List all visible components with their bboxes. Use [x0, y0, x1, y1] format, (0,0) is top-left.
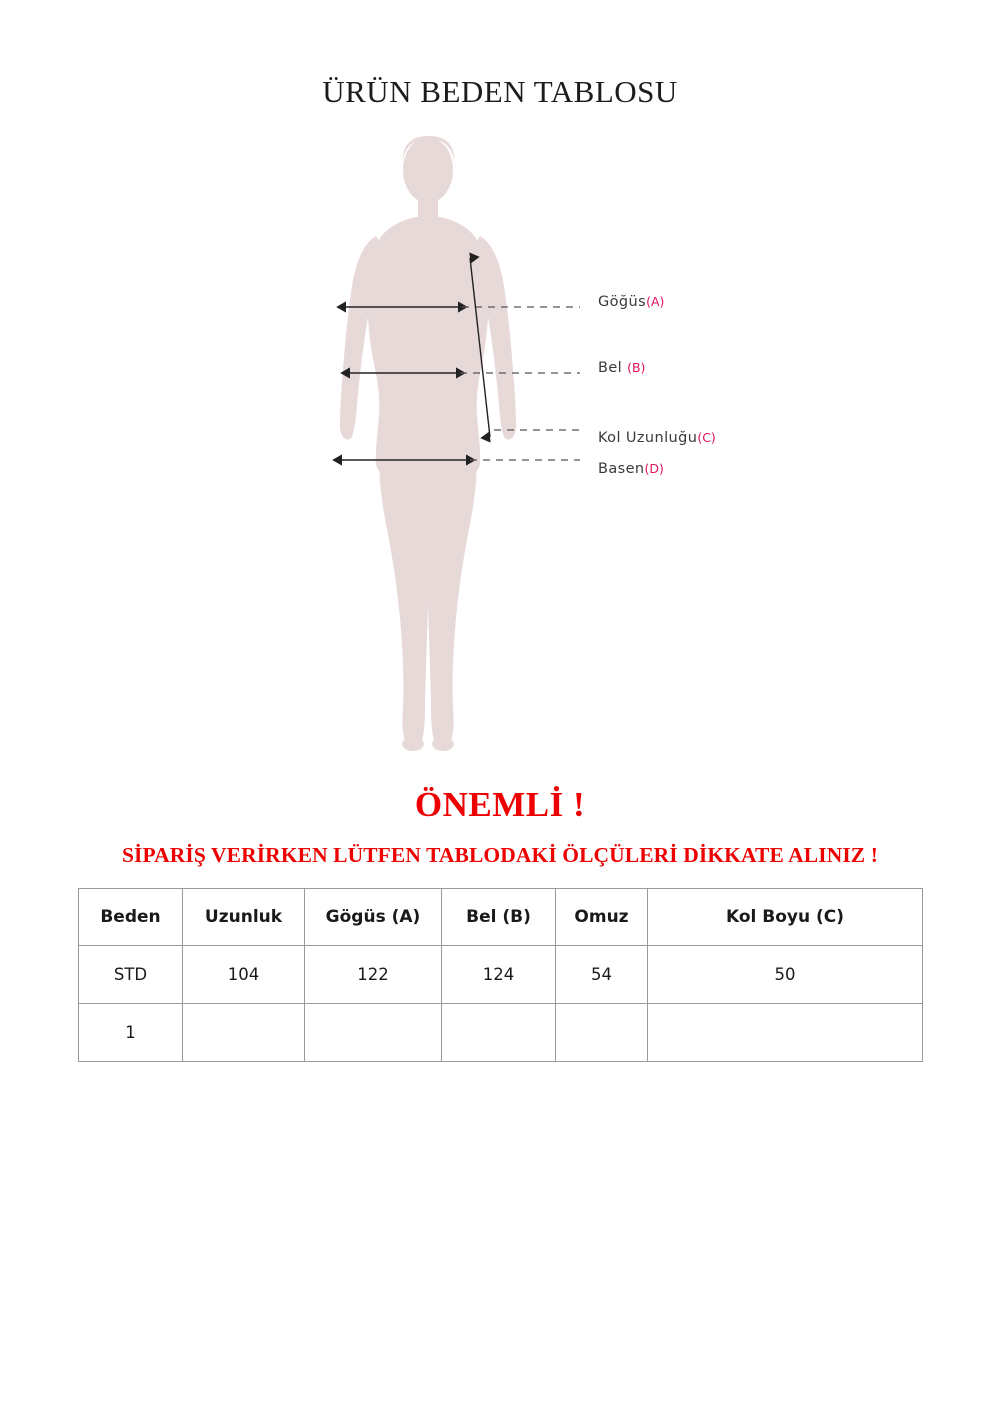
table-cell: 122 — [305, 946, 442, 1004]
table-cell — [442, 1004, 556, 1062]
table-cell: STD — [79, 946, 183, 1004]
table-cell: 1 — [79, 1004, 183, 1062]
table-cell: 104 — [183, 946, 305, 1004]
measure-label-sleeve-text: Kol Uzunluğu — [598, 430, 698, 446]
table-row — [79, 946, 923, 1004]
measure-label-waist — [598, 360, 645, 376]
important-notice-subheading: SİPARİŞ VERİRKEN LÜTFEN TABLODAKİ ÖLÇÜLERİ DİKKATE ALINIZ ! — [122, 843, 878, 867]
page-title: ÜRÜN BEDEN TABLOSU — [322, 74, 678, 109]
measure-label-hip-text: Basen — [598, 461, 645, 477]
measure-label-hip-code: (D) — [644, 461, 664, 476]
measure-label-sleeve-code: (C) — [697, 430, 716, 445]
measure-label-sleeve — [598, 430, 716, 446]
important-notice-heading: ÖNEMLİ ! — [414, 785, 586, 824]
measure-label-waist-code: (B) — [627, 360, 646, 375]
table-header-cell: Kol Boyu (C) — [648, 889, 923, 946]
measure-label-bust — [598, 294, 664, 310]
measure-label-bust-code: (A) — [646, 294, 665, 309]
table-cell — [648, 1004, 923, 1062]
measure-label-hip — [598, 461, 664, 477]
measure-label-bust-text: Göğüs — [598, 294, 647, 310]
table-cell — [183, 1004, 305, 1062]
table-header-cell: Gögüs (A) — [305, 889, 442, 946]
table-header-cell: Omuz — [556, 889, 648, 946]
table-row — [79, 1004, 923, 1062]
table-cell — [305, 1004, 442, 1062]
size-table — [78, 888, 923, 1062]
table-header-cell: Uzunluk — [183, 889, 305, 946]
table-cell: 50 — [648, 946, 923, 1004]
body-measurement-figure — [250, 120, 770, 760]
measurement-label-list — [598, 120, 828, 760]
table-header-cell: Bel (B) — [442, 889, 556, 946]
table-cell — [556, 1004, 648, 1062]
size-table-container — [78, 888, 922, 1062]
table-cell: 54 — [556, 946, 648, 1004]
table-header-row — [79, 889, 923, 946]
measure-label-waist-text: Bel — [598, 360, 628, 376]
table-cell: 124 — [442, 946, 556, 1004]
female-body-silhouette — [340, 136, 516, 751]
table-header-cell: Beden — [79, 889, 183, 946]
